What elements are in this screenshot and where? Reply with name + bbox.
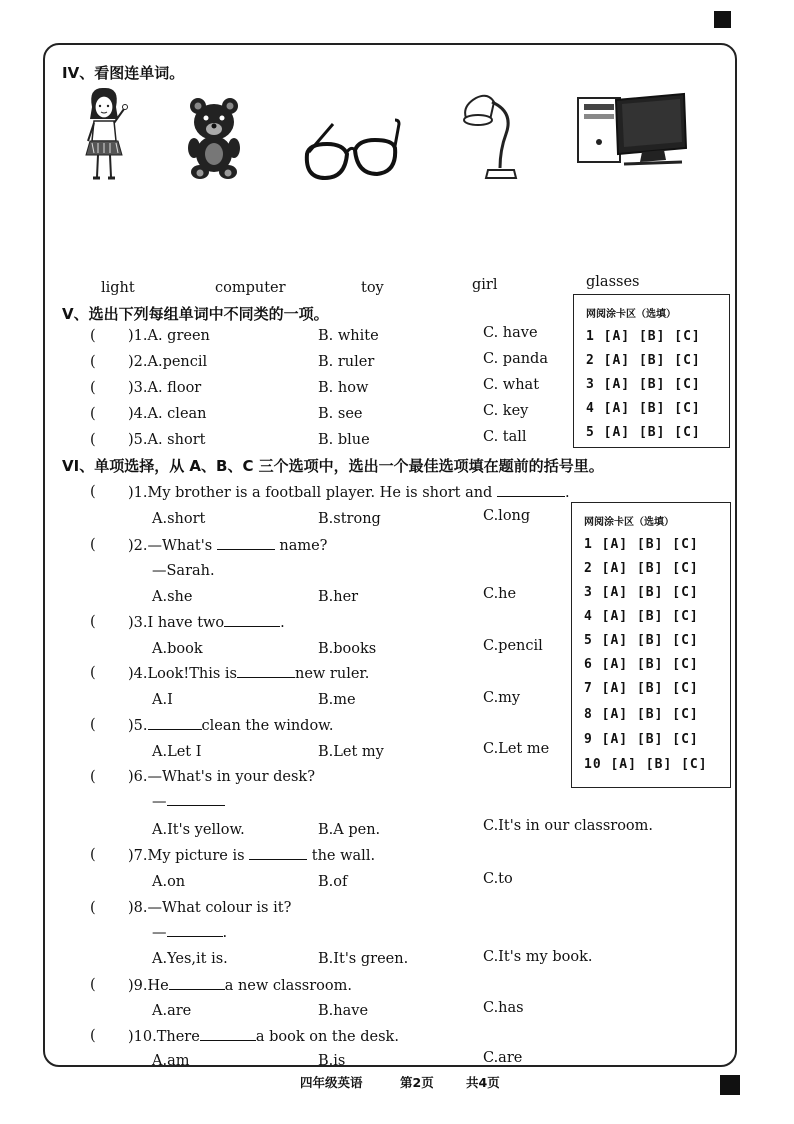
question-option-c: C.to bbox=[483, 871, 513, 887]
answer-paren: ( bbox=[90, 406, 96, 422]
question-reply: —Sarah. bbox=[152, 563, 215, 579]
question-option-b: B.have bbox=[318, 1003, 369, 1019]
answer-card-row[interactable]: 3 [A] [B] [C] bbox=[584, 585, 699, 600]
question-option-b: B.of bbox=[318, 874, 348, 890]
desk-lamp-icon bbox=[460, 92, 524, 182]
question-option-a: )2.A.pencil bbox=[128, 354, 208, 370]
question-option-a: )1.A. green bbox=[128, 328, 210, 344]
question-option-c: C. what bbox=[483, 377, 540, 393]
answer-card-box-section5 bbox=[573, 294, 730, 448]
answer-paren: ( bbox=[90, 900, 96, 916]
question-option-b: B.books bbox=[318, 641, 377, 657]
question-option-b: B.Let my bbox=[318, 744, 384, 760]
question-option-a: A.she bbox=[152, 589, 193, 605]
answer-paren: ( bbox=[90, 1028, 96, 1044]
computer-icon bbox=[576, 92, 690, 168]
answer-paren: ( bbox=[90, 847, 96, 863]
answer-blank bbox=[217, 537, 275, 550]
question-option-c: C.has bbox=[483, 1000, 524, 1016]
question-reply bbox=[152, 924, 227, 941]
question-text-after: the wall. bbox=[311, 848, 376, 864]
question-text-after: a book on the desk. bbox=[255, 1029, 399, 1045]
answer-card-row[interactable]: 4 [A] [B] [C] bbox=[586, 401, 701, 416]
question-text: )8.—What colour is it? bbox=[128, 900, 292, 916]
answer-paren: ( bbox=[90, 432, 96, 448]
question-option-c: C.pencil bbox=[483, 638, 543, 654]
question-text: )7.My picture is bbox=[128, 848, 245, 864]
question-stem bbox=[128, 977, 352, 994]
answer-card-row[interactable]: 2 [A] [B] [C] bbox=[586, 353, 701, 368]
question-option-c: C.my bbox=[483, 690, 521, 706]
registration-mark-top-right bbox=[714, 11, 731, 28]
answer-blank bbox=[167, 793, 225, 806]
question-option-c: C.long bbox=[483, 508, 531, 524]
question-option-a: A.are bbox=[152, 1003, 192, 1019]
question-text-after: a new classroom. bbox=[224, 978, 352, 994]
question-option-c: C.It's my book. bbox=[483, 949, 593, 965]
answer-paren: ( bbox=[90, 665, 96, 681]
question-option-b: B.It's green. bbox=[318, 951, 409, 967]
question-option-b: B. see bbox=[318, 406, 363, 422]
answer-card-row[interactable]: 6 [A] [B] [C] bbox=[584, 657, 699, 672]
question-end: . bbox=[280, 615, 285, 631]
answer-card-row[interactable]: 5 [A] [B] [C] bbox=[584, 633, 699, 648]
answer-blank bbox=[148, 717, 202, 730]
question-option-b: B. ruler bbox=[318, 354, 375, 370]
answer-card-title: 网阅涂卡区（选填） bbox=[584, 517, 674, 528]
question-option-c: C. have bbox=[483, 325, 538, 341]
answer-card-row[interactable]: 9 [A] [B] [C] bbox=[584, 732, 699, 747]
registration-mark-bottom-right bbox=[720, 1075, 740, 1095]
question-option-b: B. how bbox=[318, 380, 369, 396]
question-stem bbox=[128, 717, 334, 734]
answer-blank bbox=[497, 484, 565, 497]
question-reply bbox=[152, 793, 225, 810]
question-text: )3.I have two bbox=[128, 615, 225, 631]
answer-blank bbox=[237, 665, 295, 678]
question-stem bbox=[128, 537, 327, 554]
question-end: . bbox=[222, 925, 228, 941]
question-option-b: B.A pen. bbox=[318, 822, 381, 838]
question-end: . bbox=[564, 485, 570, 501]
question-option-a: )4.A. clean bbox=[128, 406, 207, 422]
question-option-a: A.Let I bbox=[152, 744, 202, 760]
question-option-b: B.is bbox=[318, 1053, 346, 1069]
footer-page-number: 第2页 bbox=[400, 1075, 434, 1090]
glasses-icon bbox=[303, 118, 403, 184]
question-stem bbox=[128, 484, 570, 501]
answer-blank bbox=[167, 924, 223, 937]
answer-paren: ( bbox=[90, 614, 96, 630]
question-text: )2.—What's bbox=[128, 538, 213, 554]
answer-card-row[interactable]: 1 [A] [B] [C] bbox=[584, 537, 699, 552]
answer-card-row[interactable]: 8 [A] [B] [C] bbox=[584, 707, 699, 722]
question-option-a: A.It's yellow. bbox=[152, 822, 245, 838]
footer-subject: 四年级英语 bbox=[300, 1075, 363, 1090]
question-option-a: )5.A. short bbox=[128, 432, 206, 448]
question-text: )4.Look!This is bbox=[128, 666, 237, 682]
word-toy: toy bbox=[361, 280, 384, 296]
question-stem bbox=[128, 665, 369, 682]
answer-paren: ( bbox=[90, 354, 96, 370]
word-girl: girl bbox=[472, 277, 498, 293]
question-option-b: B. white bbox=[318, 328, 379, 344]
girl-icon bbox=[78, 85, 130, 185]
question-option-b: B.strong bbox=[318, 511, 381, 527]
answer-card-row[interactable]: 2 [A] [B] [C] bbox=[584, 561, 699, 576]
answer-card-row[interactable]: 4 [A] [B] [C] bbox=[584, 609, 699, 624]
answer-card-row[interactable]: 10 [A] [B] [C] bbox=[584, 757, 708, 772]
word-computer: computer bbox=[215, 280, 286, 296]
answer-paren: ( bbox=[90, 537, 96, 553]
question-option-c: C. key bbox=[483, 403, 529, 419]
teddy-bear-icon bbox=[184, 96, 244, 180]
footer-total-pages: 共4页 bbox=[466, 1075, 500, 1090]
question-option-c: C.It's in our classroom. bbox=[483, 818, 654, 834]
question-option-a: A.book bbox=[152, 641, 203, 657]
answer-blank bbox=[200, 1028, 256, 1041]
answer-paren: ( bbox=[90, 769, 96, 785]
question-text: )5. bbox=[128, 718, 148, 734]
question-text: )10.There bbox=[128, 1029, 200, 1045]
answer-blank bbox=[249, 847, 307, 860]
question-option-c: C. panda bbox=[483, 351, 548, 367]
section5-title: V、选出下列每组单词中不同类的一项。 bbox=[62, 305, 329, 323]
question-option-a: )3.A. floor bbox=[128, 380, 202, 396]
answer-blank bbox=[169, 977, 225, 990]
word-glasses: glasses bbox=[586, 274, 640, 290]
word-light: light bbox=[101, 280, 135, 296]
answer-card-row[interactable]: 7 [A] [B] [C] bbox=[584, 681, 699, 696]
answer-paren: ( bbox=[90, 328, 96, 344]
question-text-after: new ruler. bbox=[294, 666, 370, 682]
question-stem bbox=[128, 1028, 399, 1045]
question-text-after: name? bbox=[279, 538, 328, 554]
answer-card-title: 网阅涂卡区（选填） bbox=[586, 309, 676, 320]
section4-title: IV、看图连单词。 bbox=[62, 64, 185, 82]
answer-card-row[interactable]: 1 [A] [B] [C] bbox=[586, 329, 701, 344]
question-option-b: B.her bbox=[318, 589, 359, 605]
section6-title: VI、单项选择，从 A、B、C 三个选项中，选出一个最佳选项填在题前的括号里。 bbox=[62, 457, 604, 475]
answer-paren: ( bbox=[90, 977, 96, 993]
answer-paren: ( bbox=[90, 717, 96, 733]
question-option-c: C.he bbox=[483, 586, 517, 602]
question-text: )6.—What's in your desk? bbox=[128, 769, 315, 785]
question-stem bbox=[128, 614, 285, 631]
question-option-c: C.are bbox=[483, 1050, 523, 1066]
question-text: )9.He bbox=[128, 978, 169, 994]
answer-blank bbox=[224, 614, 280, 627]
question-option-a: A.am bbox=[152, 1053, 190, 1069]
question-option-a: A.Yes,it is. bbox=[152, 951, 228, 967]
question-option-a: A.on bbox=[152, 874, 186, 890]
question-option-c: C. tall bbox=[483, 429, 527, 445]
question-text-after: clean the window. bbox=[201, 718, 334, 734]
question-option-c: C.Let me bbox=[483, 741, 550, 757]
answer-card-row[interactable]: 3 [A] [B] [C] bbox=[586, 377, 701, 392]
question-option-b: B. blue bbox=[318, 432, 370, 448]
reply-dash: — bbox=[152, 794, 167, 810]
question-option-a: A.short bbox=[152, 511, 206, 527]
question-text: )1.My brother is a football player. He is short and bbox=[128, 485, 493, 501]
question-option-b: B.me bbox=[318, 692, 356, 708]
answer-paren: ( bbox=[90, 380, 96, 396]
reply-dash: — bbox=[152, 925, 167, 941]
question-stem bbox=[128, 847, 375, 864]
question-option-a: A.I bbox=[152, 692, 173, 708]
answer-paren: ( bbox=[90, 484, 96, 500]
answer-card-box-section6 bbox=[571, 502, 731, 788]
answer-card-row[interactable]: 5 [A] [B] [C] bbox=[586, 425, 701, 440]
